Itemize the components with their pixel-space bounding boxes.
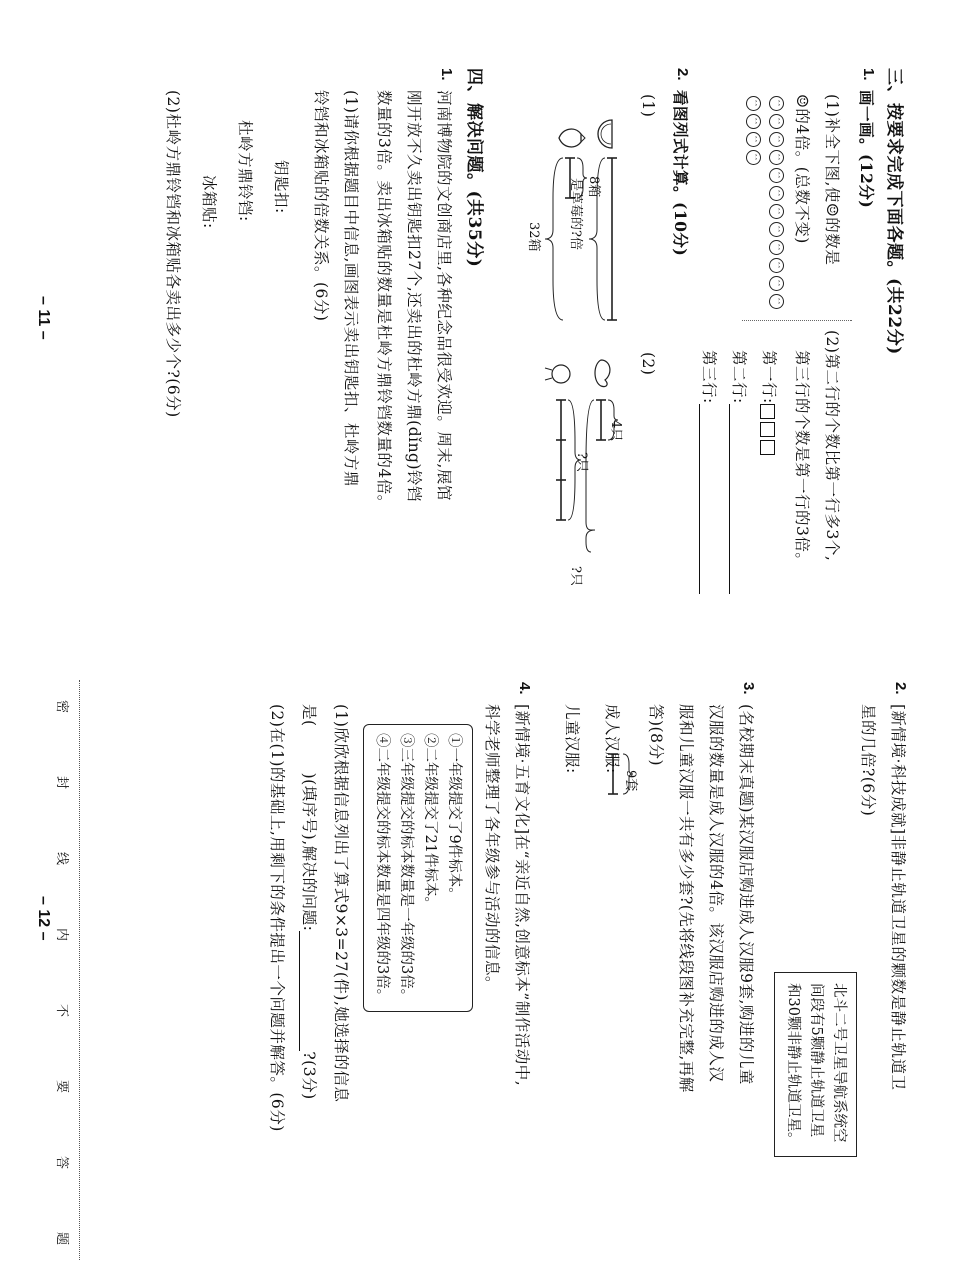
p2-label: 2. (892, 682, 909, 695)
q2-label: 2. (674, 68, 691, 81)
smiley-icon (769, 222, 784, 237)
p3-child-label: 儿童汉服: (563, 704, 581, 774)
smiley-icon (769, 276, 784, 291)
sub1b-pre: 是( (300, 704, 318, 727)
p1-sub1b: 铃铛和冰箱贴的倍数关系。(6分) (312, 90, 330, 322)
q1-title: 画一画。(12分) (857, 90, 876, 209)
seal-char: 线 (54, 852, 69, 866)
fig2-number: (2) (639, 352, 657, 376)
p4-line1: [新情境·五育文化]在“亲近自然,创意标本”制作活动中, (513, 704, 531, 1087)
answer-line[interactable] (729, 404, 748, 594)
seal-char: 密 (54, 700, 69, 714)
p2-info-box (774, 972, 857, 1157)
p4-sub1b (299, 704, 321, 1100)
fig2-diagram (521, 352, 631, 592)
smiley-icon (769, 114, 784, 129)
smiley-icon (769, 294, 784, 309)
smiley-grid (745, 94, 787, 310)
strawberry-icon (559, 129, 585, 147)
q1-part1-line2: ☺的4倍。(总数不变) (793, 94, 811, 244)
watermelon-icon (598, 120, 612, 148)
p1-sub2: (2)杜岭方鼎铃铛和冰箱贴各卖出多少个?(6分) (164, 90, 182, 418)
p3-label: 3. (740, 682, 757, 695)
p2-line1: [新情境·科技成就]非静止轨道卫星的颗数是静止轨道卫 (889, 704, 907, 1091)
p2-box-line: 和30颗非静止轨道卫星。 (785, 983, 801, 1147)
hen-icon (595, 360, 610, 387)
fridge-label: 冰箱贴: (200, 175, 218, 229)
square-icon (761, 440, 776, 455)
smiley-icon (746, 132, 761, 147)
fig2-q1-label: ?只 (574, 452, 589, 472)
p2-box-line: 北斗二号卫星导航系统空 (831, 983, 847, 1143)
p2-line2: 星的几倍?(6分) (859, 704, 877, 817)
fig1-annotation: 是草莓的?倍 (568, 178, 583, 250)
p4-box-line: ②二年级提交了21件标本。 (422, 733, 438, 911)
row3-text: 第三行: (700, 350, 718, 404)
p3-line1: (名校期末真题)某汉服店购进成人汉服9套,购进的儿童 (737, 704, 755, 1085)
p1-line1: 河南博物院的文创商店里,各种纪念品很受欢迎。周末,展馆 (435, 90, 453, 501)
chick-icon (545, 365, 570, 383)
answer-line[interactable] (699, 404, 718, 594)
smiley-row-2 (745, 94, 764, 310)
q1-part1-line1: (1)补全下图,使☺的数是 (823, 94, 841, 266)
section4-title: 四、解决问题。(共35分) (464, 68, 484, 268)
p4-box-line: ①一年级提交了9件标本。 (446, 733, 462, 902)
sub1b-end: ?(3分) (300, 1051, 318, 1100)
square-icon (761, 404, 776, 419)
p1-line3: 数量的3倍。卖出冰箱贴的数量是杜岭方鼎铃铛数量的4倍。 (375, 90, 393, 511)
p4-sub2: (2)在(1)的基础上,用剩下的条件提出一个问题并解答。(6分) (268, 704, 286, 1132)
page-number-left: – 11 – (35, 296, 52, 340)
fig1-number: (1) (639, 94, 657, 118)
q1-row2-label (729, 350, 751, 594)
fig1-top-label: 8箱 (586, 176, 601, 198)
smiley-icon (769, 258, 784, 273)
smiley-icon (769, 204, 784, 219)
fig1-diagram (507, 110, 627, 330)
smiley-icon (769, 168, 784, 183)
smiley-icon (746, 96, 761, 111)
seal-char: 封 (54, 776, 69, 790)
sub1b-mid: )(填序号),解决的问题: (300, 772, 318, 932)
q1-part2-line2: 第三行的个数是第一行的3倍。 (793, 350, 811, 569)
bell-label: 杜岭方鼎铃铛: (236, 120, 254, 222)
p4-box-line: ③三年级提交的标本数量是一年级的3倍。 (398, 733, 414, 1004)
fig1-bottom-label: 32箱 (526, 222, 541, 252)
p3-segment-label: 9套 (623, 770, 638, 792)
seal-dotted-line (79, 680, 80, 1260)
p4-box-line: ④二年级提交的标本数量是四年级的3倍。 (374, 733, 390, 1004)
row2-text: 第二行: (730, 350, 748, 404)
fig2-q2-label: ?只 (568, 566, 583, 586)
q1-label: 1. (860, 68, 877, 81)
p4-info-box (363, 724, 473, 1012)
smiley-icon (769, 240, 784, 255)
p4-label: 4. (516, 682, 533, 695)
smiley-icon (769, 132, 784, 147)
smiley-icon (769, 186, 784, 201)
p3-line4: 答)(8分) (647, 704, 665, 767)
answer-line[interactable] (299, 931, 318, 1051)
smiley-icon (746, 114, 761, 129)
p3-line2: 汉服的数量是成人汉服的4倍。该汉服店购进的成人汉 (707, 704, 725, 1083)
q1-row3-label (699, 350, 721, 594)
key-label: 钥匙扣: (272, 160, 290, 214)
q1-part2-line1: (2)第二行的个数比第一行多3个, (823, 330, 841, 562)
q2-title: 看图列式计算。(10分) (671, 90, 690, 257)
fig2-top-label: 4只 (608, 420, 623, 442)
smiley-icon (769, 96, 784, 111)
seal-char: 答 (54, 1156, 69, 1170)
seal-char: 内 (54, 928, 69, 942)
p3-adult-label: 成人汉服: (603, 704, 621, 774)
seal-char: 题 (54, 1232, 69, 1246)
smiley-icon (746, 150, 761, 165)
p1-label: 1. (438, 68, 455, 81)
q1-column-divider (742, 320, 852, 321)
square-icon (761, 422, 776, 437)
p1-sub1: (1)请你根据题目中信息,画图表示卖出钥匙扣、杜岭方鼎 (342, 90, 360, 487)
seal-char: 不 (54, 1004, 69, 1018)
p4-sub1a: (1)欣欣根据信息列出了算式9×3=27(件),她选择的信息 (332, 704, 350, 1103)
p3-line3: 服和儿童汉服一共有多少套?(先将线段图补充完整,再解 (677, 704, 695, 1093)
p4-line2: 科学老师整理了各年级参与活动的信息。 (483, 704, 501, 993)
smiley-row-1 (768, 94, 787, 310)
p2-box-line: 间段有5颗静止轨道卫星 (808, 983, 824, 1138)
smiley-icon (769, 150, 784, 165)
seal-char: 要 (54, 1080, 69, 1094)
q1-row1-label (759, 350, 781, 458)
section3-title: 三、按要求完成下面各题。(共22分) (884, 68, 904, 355)
row1-text: 第一行: (760, 350, 778, 404)
page-number-right: – 12 – (35, 896, 52, 941)
p1-line2: 刚开放不久卖出钥匙扣27个,还卖出的杜岭方鼎(dǐng)铃铛 (405, 90, 423, 503)
